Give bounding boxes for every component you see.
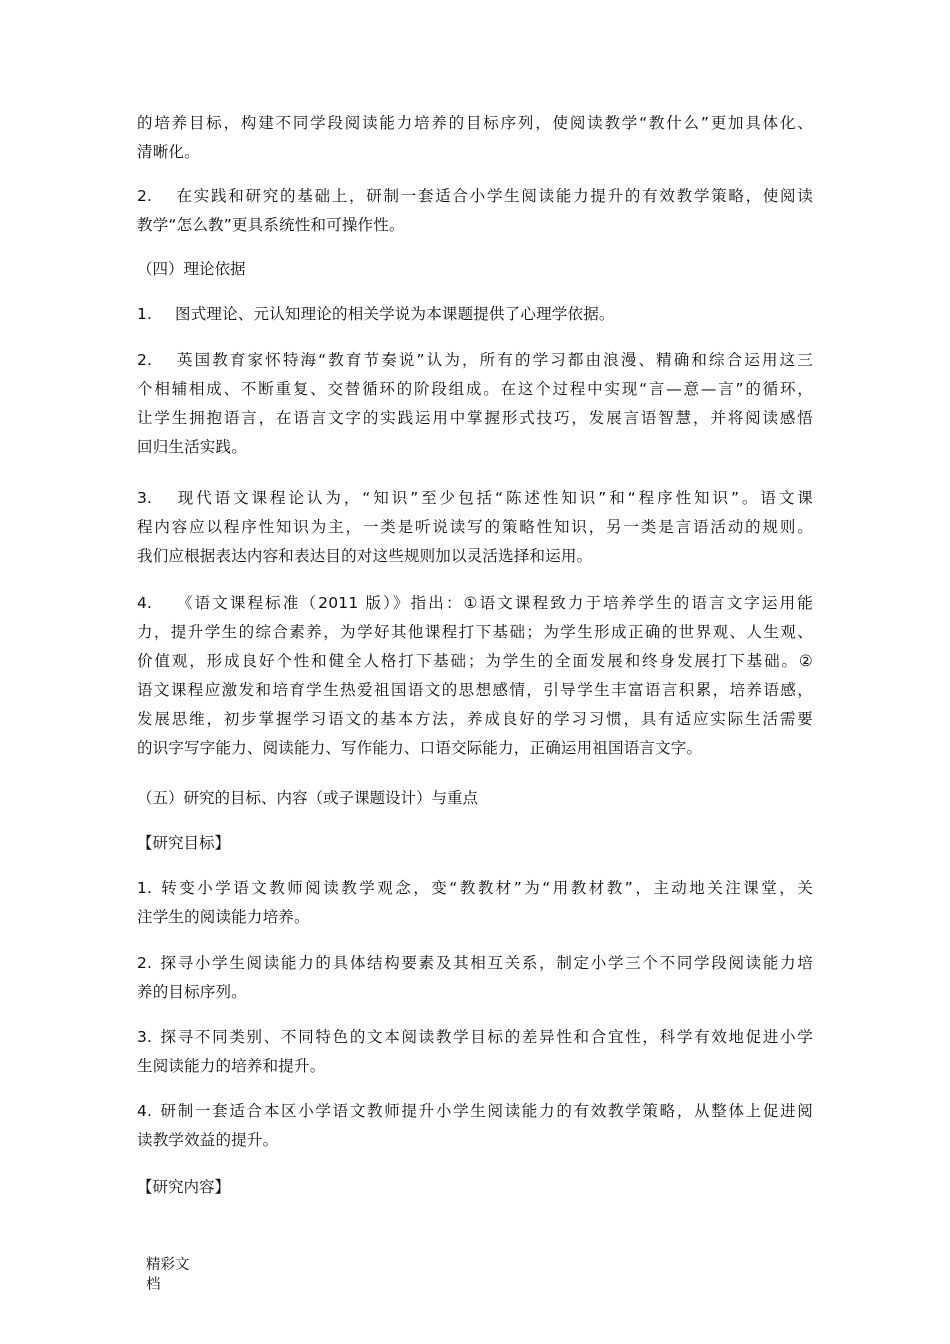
text-span: 探寻不同类别、不同特色的文本阅读教学目标的差异性和合宜性，科学有效地促进小学 [159,1028,813,1046]
subheading-research-goals: 【研究目标】 [137,834,231,852]
text-line: 读教学效益的提升。 [137,1131,279,1149]
list-number: 1. [137,305,153,323]
text-line: 力，提升学生的综合素养，为学好其他课程打下基础；为学生形成正确的世界观、人生观、 [137,623,813,641]
page-footer [146,1255,206,1295]
text-line [137,874,813,903]
text-line [137,949,813,978]
text-span: 英国教育家怀特海“教育节奏说”认为，所有的学习都由浪漫、精确和综合运用这三 [175,351,813,369]
text-span: 在实践和研究的基础上，研制一套适合小学生阅读能力提升的有效教学策略，使阅读 [175,187,813,205]
text-line [137,346,813,375]
text-span: 探寻小学生阅读能力的具体结构要素及其相互关系，制定小学三个不同学段阅读能力培 [159,954,813,972]
section-heading-goals: （五）研究的目标、内容（或子课题设计）与重点 [137,789,479,807]
text-span: 《语文课程标准（2011 版）》指出：①语文课程致力于培养学生的语言文字运用能 [175,594,813,612]
list-number: 3. [137,1028,153,1046]
text-line: 的识字写字能力、阅读能力、写作能力、口语交际能力，正确运用祖国语言文字。 [137,739,703,757]
text-line: 个相辅相成、不断重复、交替循环的阶段组成。在这个过程中实现“言—意—言”的循环， [137,380,813,398]
text-span: 现代语文课程论认为，“知识”至少包括“陈述性知识”和“程序性知识”。语文课 [175,489,813,507]
text-line: 清晰化。 [137,143,200,161]
text-line [137,182,813,211]
list-number: 2. [137,351,153,369]
footer-line: 精彩文 [146,1257,190,1273]
text-line: 教学“怎么教”更具系统性和可操作性。 [137,216,405,234]
paragraph-goal-item-2 [137,949,813,1007]
text-line: 发展思维，初步掌握学习语文的基本方法，养成良好的学习习惯，具有适应实际生活需要 [137,710,813,728]
paragraph-goal-item-4 [137,1097,813,1155]
paragraph-theory-2 [137,346,813,462]
paragraph-goal-continuation [137,109,813,167]
list-number: 4. [137,1102,153,1120]
footer-line: 档 [146,1277,161,1293]
text-line [137,589,813,618]
text-line: 养的目标序列。 [137,983,247,1001]
text-line: 注学生的阅读能力培养。 [137,908,310,926]
text-line: 价值观，形成良好个性和健全人格打下基础；为学生的全面发展和终身发展打下基础。② [137,652,813,670]
paragraph-goal-2 [137,182,813,240]
paragraph-theory-3 [137,484,813,571]
text-line [137,1023,813,1052]
text-line: 回归生活实践。 [137,438,247,456]
paragraph-goal-item-1 [137,874,813,932]
list-number: 2. [137,187,153,205]
text-line [137,300,813,329]
text-span: 研制一套适合本区小学语文教师提升小学生阅读能力的有效教学策略，从整体上促进阅 [159,1102,813,1120]
text-span: 图式理论、元认知理论的相关学说为本课题提供了心理学依据。 [175,305,615,323]
text-line: 生阅读能力的培养和提升。 [137,1057,326,1075]
text-line [137,1097,813,1126]
text-line [137,484,813,513]
text-span: 转变小学语文教师阅读教学观念，变“教教材”为“用教材教”，主动地关注课堂，关 [159,879,813,897]
list-number: 4. [137,594,153,612]
paragraph-theory-1 [137,300,813,329]
list-number: 1. [137,879,153,897]
text-line: 程内容应以程序性知识为主，一类是听说读写的策略性知识，另一类是言语活动的规则。 [137,518,813,536]
list-number: 3. [137,489,153,507]
paragraph-goal-item-3 [137,1023,813,1081]
text-line: 我们应根据表达内容和表达目的对这些规则加以灵活选择和运用。 [137,547,593,565]
list-number: 2. [137,954,153,972]
section-heading-theory: （四）理论依据 [137,260,246,278]
text-line: 让学生拥抱语言，在语言文字的实践运用中掌握形式技巧，发展言语智慧，并将阅读感悟 [137,409,813,427]
paragraph-theory-4 [137,589,813,763]
text-line: 语文课程应激发和培育学生热爱祖国语文的思想感情，引导学生丰富语言积累，培养语感， [137,681,813,699]
text-line: 的培养目标，构建不同学段阅读能力培养的目标序列，使阅读教学“教什么”更加具体化、 [137,114,813,132]
subheading-research-content: 【研究内容】 [137,1178,231,1196]
